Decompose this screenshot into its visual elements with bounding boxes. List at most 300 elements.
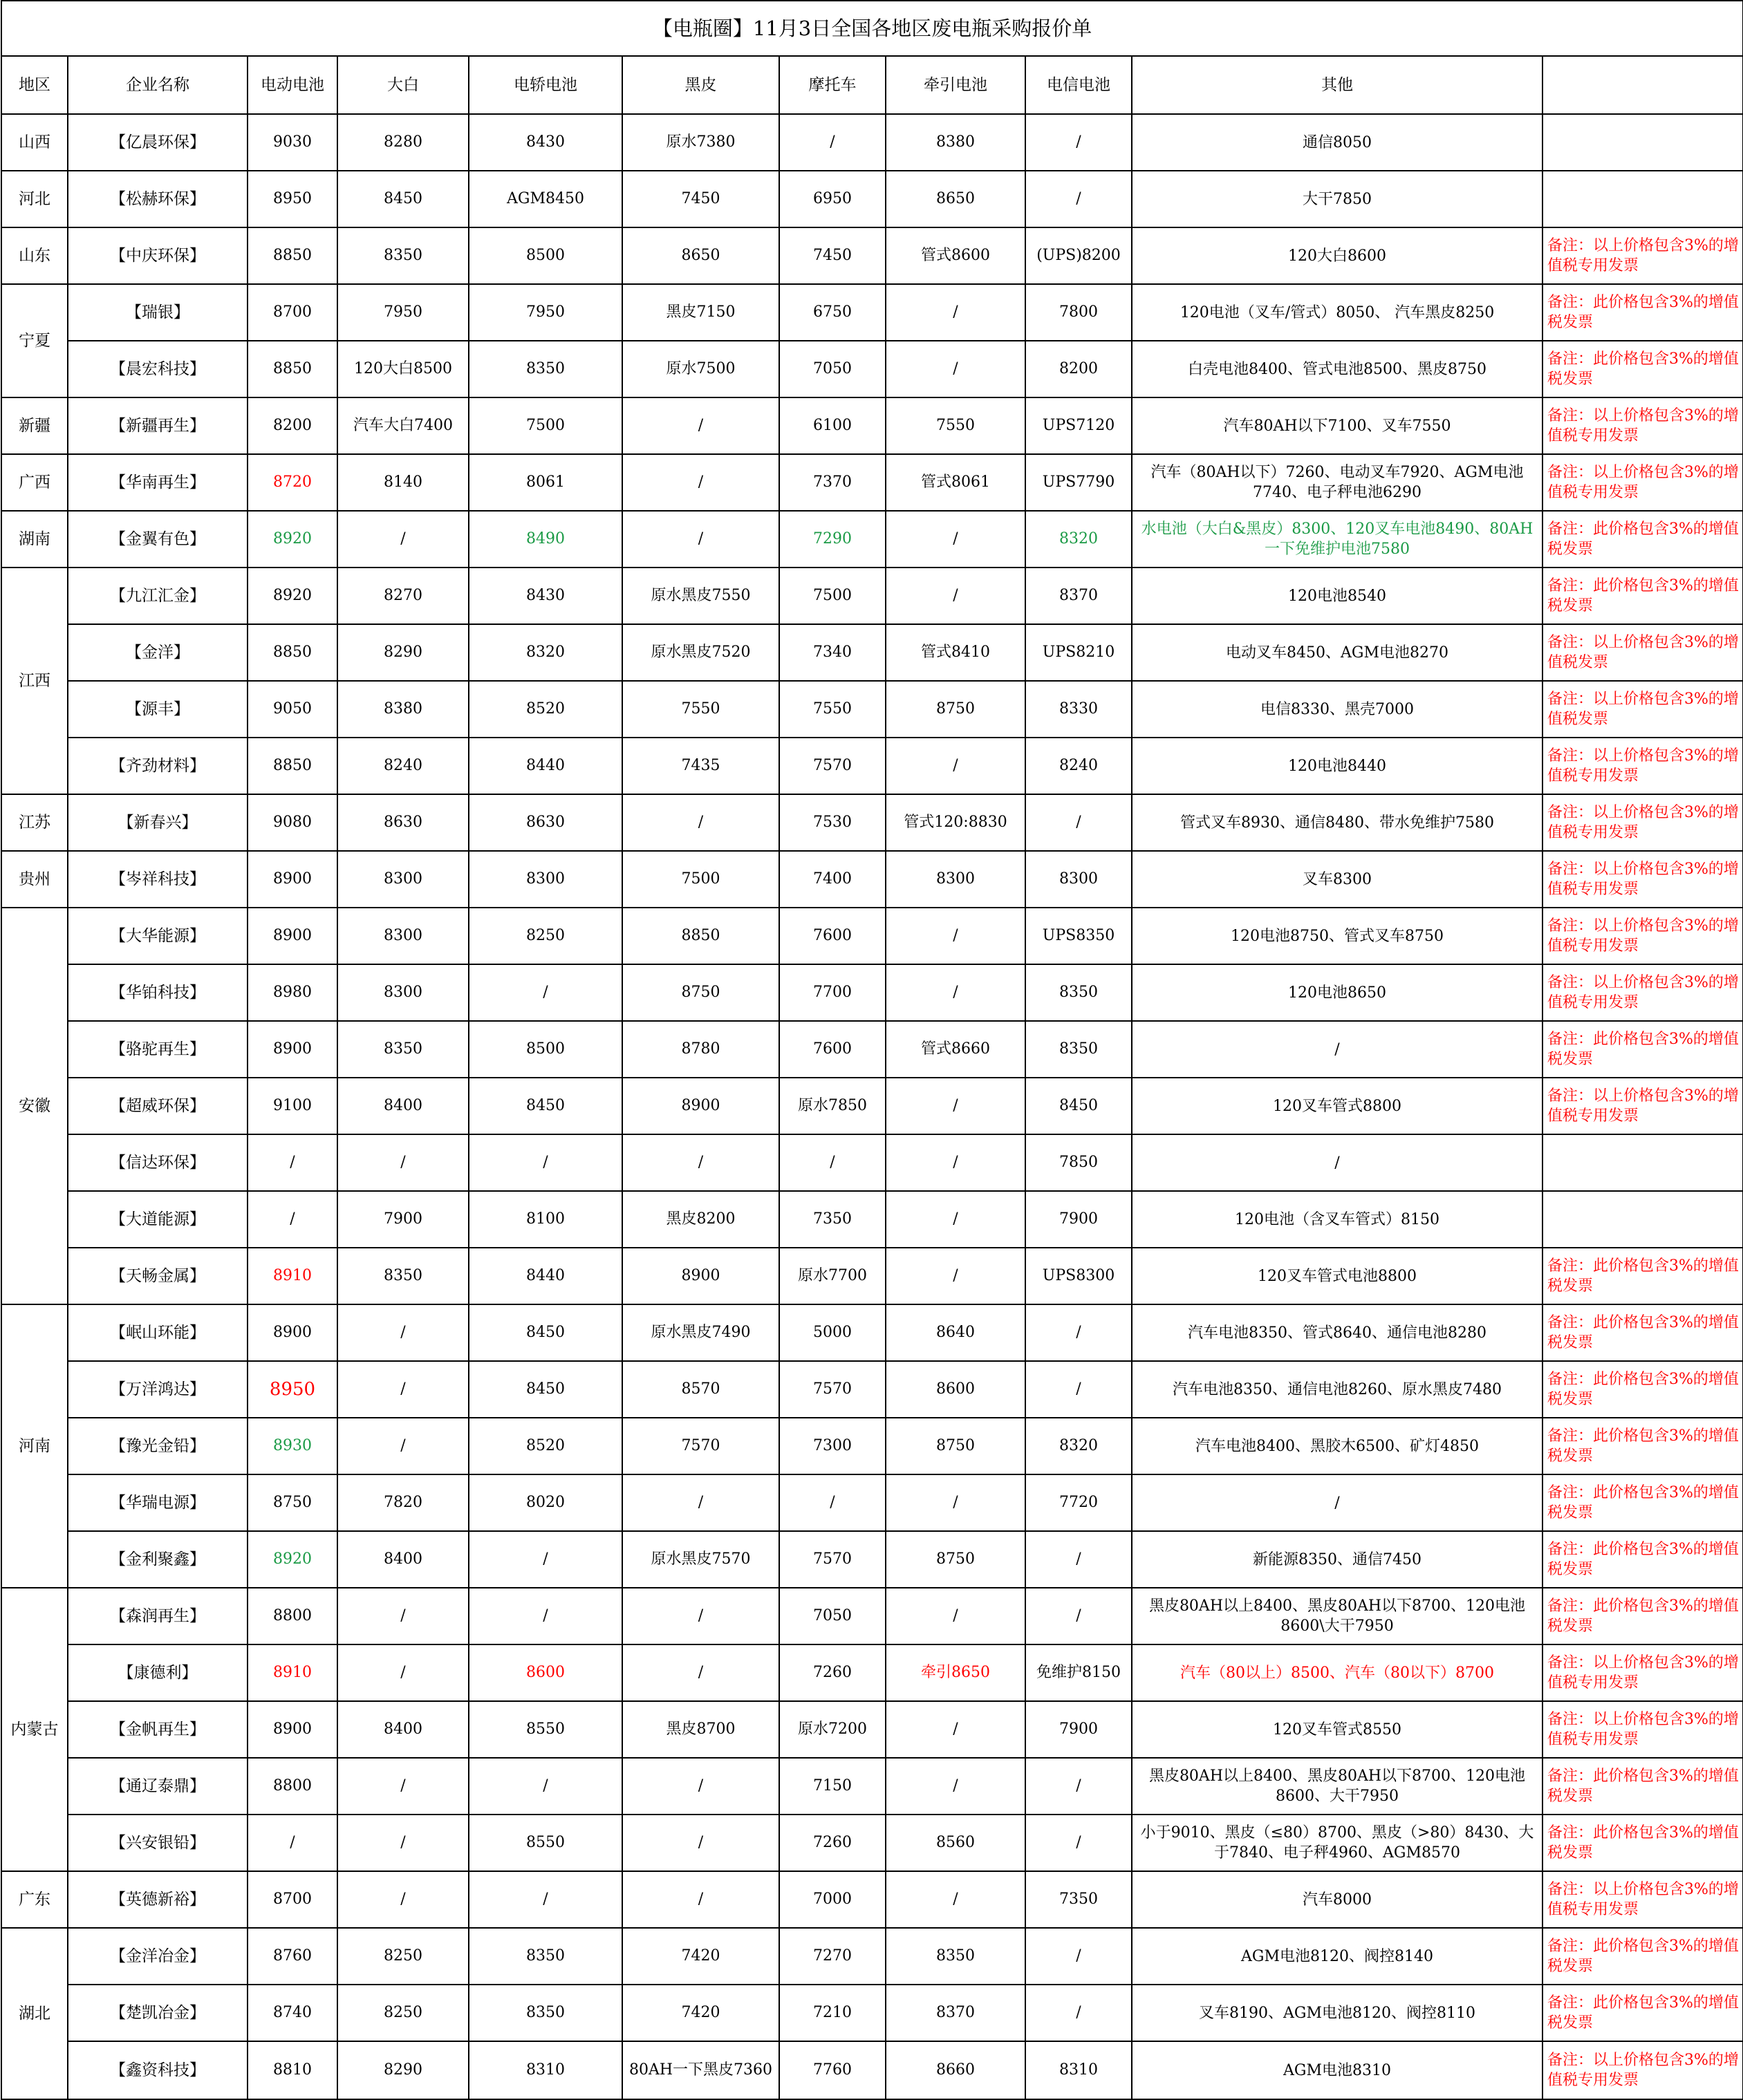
region-cell: 江苏 [1,794,68,851]
company-name: 【天畅金属】 [68,1248,248,1304]
table-row [1,1191,1743,1248]
table-row [1,1361,1743,1418]
traction-battery-cell: / [886,511,1025,568]
heipi-cell: 7450 [622,171,779,227]
note-cell: 备注：此价格包含3%的增值税发票 [1542,1248,1743,1304]
dabai-cell: 8350 [337,1021,469,1078]
dabai-cell: 8630 [337,794,469,851]
ev-battery-cell: 8850 [248,738,337,794]
motorcycle-cell: 7400 [779,851,886,908]
sedan-battery-cell: 8430 [469,114,622,171]
other-cell: 通信8050 [1132,114,1542,171]
other-cell: 小于9010、黑皮（≤80）8700、黑皮（>80）8430、大于7840、电子秤4960、AGM8570 [1132,1815,1542,1871]
motorcycle-cell: 7260 [779,1644,886,1701]
column-header: 企业名称 [68,56,248,114]
table-row [1,624,1743,681]
other-cell: 120电池8650 [1132,964,1542,1021]
traction-battery-cell: 管式120:8830 [886,794,1025,851]
ev-battery-cell: 8900 [248,1701,337,1758]
note-cell [1542,1191,1743,1248]
ev-battery-cell: 8740 [248,1985,337,2041]
sedan-battery-cell: / [469,964,622,1021]
dabai-cell: 8250 [337,1928,469,1985]
table-row [1,851,1743,908]
ev-battery-cell: 8850 [248,624,337,681]
company-name: 【兴安银铅】 [68,1815,248,1871]
region-cell: 内蒙古 [1,1588,68,1871]
sedan-battery-cell: 8520 [469,1418,622,1474]
ev-battery-cell: 8760 [248,1928,337,1985]
dabai-cell: 汽车大白7400 [337,397,469,454]
heipi-cell: / [622,1134,779,1191]
company-name: 【九江汇金】 [68,568,248,624]
column-header: 电动电池 [248,56,337,114]
other-cell: / [1132,1474,1542,1531]
dabai-cell: 8250 [337,1985,469,2041]
other-cell: 水电池（大白&黑皮）8300、120叉车电池8490、80AH一下免维护电池7580 [1132,511,1542,568]
column-header: 牵引电池 [886,56,1025,114]
telecom-battery-cell: UPS8300 [1025,1248,1132,1304]
traction-battery-cell: 牵引8650 [886,1644,1025,1701]
other-cell: 电信8330、黑壳7000 [1132,681,1542,738]
ev-battery-cell: 8200 [248,397,337,454]
heipi-cell: 原水7380 [622,114,779,171]
table-row [1,1531,1743,1588]
other-cell: 120叉车管式8800 [1132,1078,1542,1134]
ev-battery-cell: 8700 [248,284,337,341]
heipi-cell: 7550 [622,681,779,738]
dabai-cell: 8380 [337,681,469,738]
sedan-battery-cell: 8440 [469,1248,622,1304]
ev-battery-cell: 8920 [248,568,337,624]
ev-battery-cell: / [248,1815,337,1871]
heipi-cell: / [622,1588,779,1644]
telecom-battery-cell: / [1025,1985,1132,2041]
traction-battery-cell: / [886,1474,1025,1531]
traction-battery-cell: / [886,964,1025,1021]
dabai-cell: 8350 [337,1248,469,1304]
company-name: 【岑祥科技】 [68,851,248,908]
company-name: 【万洋鸿达】 [68,1361,248,1418]
note-cell: 备注：此价格包含3%的增值税发票 [1542,341,1743,397]
motorcycle-cell: / [779,1134,886,1191]
table-row [1,511,1743,568]
note-cell: 备注：此价格包含3%的增值税发票 [1542,1815,1743,1871]
table-row [1,1701,1743,1758]
traction-battery-cell: 8300 [886,851,1025,908]
company-name: 【信达环保】 [68,1134,248,1191]
column-header: 其他 [1132,56,1542,114]
company-name: 【新疆再生】 [68,397,248,454]
dabai-cell: 7900 [337,1191,469,1248]
motorcycle-cell: 7050 [779,341,886,397]
sedan-battery-cell: 8320 [469,624,622,681]
sedan-battery-cell: 8310 [469,2041,622,2099]
page-title: 【电瓶圈】11月3日全国各地区废电瓶采购报价单 [1,1,1743,56]
traction-battery-cell: / [886,1758,1025,1815]
company-name: 【大道能源】 [68,1191,248,1248]
dabai-cell: 8400 [337,1531,469,1588]
table-row [1,284,1743,341]
other-cell: 白壳电池8400、管式电池8500、黑皮8750 [1132,341,1542,397]
motorcycle-cell: 7570 [779,738,886,794]
traction-battery-cell: 8650 [886,171,1025,227]
telecom-battery-cell: / [1025,1531,1132,1588]
note-cell: 备注：此价格包含3%的增值税发票 [1542,1985,1743,2041]
other-cell: 汽车电池8400、黑胶木6500、矿灯4850 [1132,1418,1542,1474]
heipi-cell: / [622,1474,779,1531]
dabai-cell: 8300 [337,851,469,908]
heipi-cell: 7570 [622,1418,779,1474]
motorcycle-cell: 7340 [779,624,886,681]
motorcycle-cell: 7450 [779,227,886,284]
sedan-battery-cell: 8630 [469,794,622,851]
region-cell: 安徽 [1,908,68,1304]
note-cell: 备注：此价格包含3%的增值税发票 [1542,1418,1743,1474]
company-name: 【金洋冶金】 [68,1928,248,1985]
sedan-battery-cell: 8500 [469,1021,622,1078]
traction-battery-cell: 8750 [886,1531,1025,1588]
heipi-cell: 8780 [622,1021,779,1078]
note-cell: 备注：以上价格包含3%的增值税专用发票 [1542,2041,1743,2099]
motorcycle-cell: 原水7700 [779,1248,886,1304]
heipi-cell: 7420 [622,1928,779,1985]
column-header: 地区 [1,56,68,114]
traction-battery-cell: / [886,1248,1025,1304]
heipi-cell: / [622,454,779,511]
table-row [1,1928,1743,1985]
table-row [1,1418,1743,1474]
note-cell: 备注：以上价格包含3%的增值税专用发票 [1542,227,1743,284]
ev-battery-cell: 9100 [248,1078,337,1134]
telecom-battery-cell: 8320 [1025,511,1132,568]
table-row [1,1815,1743,1871]
telecom-battery-cell: / [1025,1815,1132,1871]
company-name: 【豫光金铅】 [68,1418,248,1474]
region-cell: 新疆 [1,397,68,454]
ev-battery-cell: 8900 [248,1304,337,1361]
table-row [1,1078,1743,1134]
dabai-cell: 8140 [337,454,469,511]
dabai-cell: 7820 [337,1474,469,1531]
traction-battery-cell: / [886,1871,1025,1928]
ev-battery-cell: 9080 [248,794,337,851]
note-cell [1542,1134,1743,1191]
dabai-cell: 8280 [337,114,469,171]
traction-battery-cell: 8640 [886,1304,1025,1361]
telecom-battery-cell: / [1025,1361,1132,1418]
traction-battery-cell: / [886,284,1025,341]
dabai-cell: 8270 [337,568,469,624]
dabai-cell: 7950 [337,284,469,341]
sedan-battery-cell: / [469,1588,622,1644]
table-row [1,1644,1743,1701]
dabai-cell: / [337,511,469,568]
table-row [1,114,1743,171]
ev-battery-cell: 9030 [248,114,337,171]
heipi-cell: / [622,1815,779,1871]
other-cell: 汽车（80AH以下）7260、电动叉车7920、AGM电池7740、电子秤电池6290 [1132,454,1542,511]
ev-battery-cell: 9050 [248,681,337,738]
telecom-battery-cell: 7720 [1025,1474,1132,1531]
heipi-cell: 8900 [622,1248,779,1304]
sedan-battery-cell: 7500 [469,397,622,454]
note-cell: 备注：以上价格包含3%的增值税专用发票 [1542,738,1743,794]
ev-battery-cell: / [248,1191,337,1248]
telecom-battery-cell: 8200 [1025,341,1132,397]
note-cell: 备注：以上价格包含3%的增值税专用发票 [1542,397,1743,454]
dabai-cell: / [337,1304,469,1361]
company-name: 【瑞银】 [68,284,248,341]
traction-battery-cell: 8600 [886,1361,1025,1418]
traction-battery-cell: 管式8061 [886,454,1025,511]
other-cell: 管式叉车8930、通信8480、带水免维护7580 [1132,794,1542,851]
region-cell: 湖北 [1,1928,68,2099]
telecom-battery-cell: 7800 [1025,284,1132,341]
traction-battery-cell: 7550 [886,397,1025,454]
heipi-cell: / [622,397,779,454]
telecom-battery-cell: / [1025,171,1132,227]
other-cell: 汽车电池8350、管式8640、通信电池8280 [1132,1304,1542,1361]
other-cell: AGM电池8120、阀控8140 [1132,1928,1542,1985]
company-name: 【金帆再生】 [68,1701,248,1758]
sedan-battery-cell: 8450 [469,1361,622,1418]
motorcycle-cell: 7700 [779,964,886,1021]
dabai-cell: 8350 [337,227,469,284]
ev-battery-cell: 8950 [248,1361,337,1418]
telecom-battery-cell: 8240 [1025,738,1132,794]
note-cell: 备注：以上价格包含3%的增值税专用发票 [1542,1078,1743,1134]
region-cell: 山西 [1,114,68,171]
table-row [1,1985,1743,2041]
ev-battery-cell: 8900 [248,1021,337,1078]
other-cell: / [1132,1021,1542,1078]
other-cell: 120电池（含叉车管式）8150 [1132,1191,1542,1248]
company-name: 【大华能源】 [68,908,248,964]
sedan-battery-cell: AGM8450 [469,171,622,227]
note-cell: 备注：此价格包含3%的增值税发票 [1542,1304,1743,1361]
column-header: 摩托车 [779,56,886,114]
company-name: 【康德利】 [68,1644,248,1701]
note-cell: 备注：此价格包含3%的增值税发票 [1542,1928,1743,1985]
other-cell: 汽车电池8350、通信电池8260、原水黑皮7480 [1132,1361,1542,1418]
sedan-battery-cell: 8450 [469,1304,622,1361]
note-cell: 备注：此价格包含3%的增值税发票 [1542,1474,1743,1531]
ev-battery-cell: 8810 [248,2041,337,2099]
column-header: 大白 [337,56,469,114]
motorcycle-cell: 6100 [779,397,886,454]
other-cell: 黑皮80AH以上8400、黑皮80AH以下8700、120电池8600\大干7950 [1132,1588,1542,1644]
telecom-battery-cell: (UPS)8200 [1025,227,1132,284]
sedan-battery-cell: 8490 [469,511,622,568]
telecom-battery-cell: 8300 [1025,851,1132,908]
dabai-cell: 8290 [337,2041,469,2099]
other-cell: 电动叉车8450、AGM电池8270 [1132,624,1542,681]
sedan-battery-cell: 8350 [469,1928,622,1985]
traction-battery-cell: / [886,908,1025,964]
telecom-battery-cell: 8350 [1025,1021,1132,1078]
company-name: 【鑫资科技】 [68,2041,248,2099]
sedan-battery-cell: 8350 [469,341,622,397]
note-cell: 备注：此价格包含3%的增值税发票 [1542,1758,1743,1815]
motorcycle-cell: 7050 [779,1588,886,1644]
heipi-cell: 7435 [622,738,779,794]
ev-battery-cell: 8750 [248,1474,337,1531]
region-cell: 河南 [1,1304,68,1588]
sedan-battery-cell: 8430 [469,568,622,624]
telecom-battery-cell: 8450 [1025,1078,1132,1134]
company-name: 【华铂科技】 [68,964,248,1021]
table-row [1,568,1743,624]
table-row [1,964,1743,1021]
traction-battery-cell: 管式8600 [886,227,1025,284]
region-cell: 宁夏 [1,284,68,397]
ev-battery-cell: 8850 [248,227,337,284]
motorcycle-cell: / [779,1474,886,1531]
column-header: 电轿电池 [469,56,622,114]
note-cell: 备注：以上价格包含3%的增值税专用发票 [1542,1701,1743,1758]
company-name: 【新春兴】 [68,794,248,851]
note-cell [1542,171,1743,227]
heipi-cell: / [622,1871,779,1928]
traction-battery-cell: 8560 [886,1815,1025,1871]
heipi-cell: 8650 [622,227,779,284]
table-row [1,454,1743,511]
table-row [1,1871,1743,1928]
table-row [1,908,1743,964]
telecom-battery-cell: 8320 [1025,1418,1132,1474]
heipi-cell: / [622,1758,779,1815]
traction-battery-cell: / [886,568,1025,624]
traction-battery-cell: / [886,738,1025,794]
dabai-cell: 8300 [337,964,469,1021]
traction-battery-cell: 8350 [886,1928,1025,1985]
motorcycle-cell: 7260 [779,1815,886,1871]
heipi-cell: / [622,511,779,568]
telecom-battery-cell: / [1025,794,1132,851]
company-name: 【英德新裕】 [68,1871,248,1928]
dabai-cell: / [337,1588,469,1644]
note-cell: 备注：以上价格包含3%的增值税专用发票 [1542,908,1743,964]
heipi-cell: 8900 [622,1078,779,1134]
other-cell: 大干7850 [1132,171,1542,227]
heipi-cell: 原水黑皮7520 [622,624,779,681]
heipi-cell: 黑皮8200 [622,1191,779,1248]
company-name: 【亿晨环保】 [68,114,248,171]
note-cell: 备注：此价格包含3%的增值税发票 [1542,1361,1743,1418]
sedan-battery-cell: / [469,1871,622,1928]
traction-battery-cell: 8750 [886,681,1025,738]
ev-battery-cell: 8980 [248,964,337,1021]
telecom-battery-cell: / [1025,114,1132,171]
dabai-cell: / [337,1418,469,1474]
sedan-battery-cell: 8061 [469,454,622,511]
dabai-cell: 8400 [337,1701,469,1758]
dabai-cell: / [337,1871,469,1928]
note-cell: 备注：以上价格包含3%的增值税发票 [1542,624,1743,681]
sedan-battery-cell: 8100 [469,1191,622,1248]
dabai-cell: / [337,1644,469,1701]
note-cell [1542,114,1743,171]
sedan-battery-cell: 8550 [469,1701,622,1758]
region-cell: 湖南 [1,511,68,568]
table-row [1,341,1743,397]
telecom-battery-cell: 8350 [1025,964,1132,1021]
motorcycle-cell: 7370 [779,454,886,511]
traction-battery-cell: 8380 [886,114,1025,171]
other-cell: 120电池8750、管式叉车8750 [1132,908,1542,964]
motorcycle-cell: 7210 [779,1985,886,2041]
motorcycle-cell: / [779,114,886,171]
table-row [1,397,1743,454]
motorcycle-cell: 6750 [779,284,886,341]
sedan-battery-cell: 8600 [469,1644,622,1701]
table-row [1,1248,1743,1304]
sedan-battery-cell: 8520 [469,681,622,738]
telecom-battery-cell: UPS7120 [1025,397,1132,454]
telecom-battery-cell: 7900 [1025,1191,1132,1248]
other-cell: 汽车80AH以下7100、叉车7550 [1132,397,1542,454]
telecom-battery-cell: 7900 [1025,1701,1132,1758]
note-cell: 备注：此价格包含3%的增值税发票 [1542,511,1743,568]
region-cell: 河北 [1,171,68,227]
sedan-battery-cell: / [469,1531,622,1588]
sedan-battery-cell: 8020 [469,1474,622,1531]
ev-battery-cell: 8720 [248,454,337,511]
note-cell: 备注：此价格包含3%的增值税发票 [1542,1021,1743,1078]
motorcycle-cell: 7500 [779,568,886,624]
traction-battery-cell: 8660 [886,2041,1025,2099]
motorcycle-cell: 7550 [779,681,886,738]
table-row [1,1134,1743,1191]
column-header: 黑皮 [622,56,779,114]
note-cell: 备注：以上价格包含3%的增值税专用发票 [1542,794,1743,851]
region-cell: 广东 [1,1871,68,1928]
other-cell: 120叉车管式8550 [1132,1701,1542,1758]
other-cell: 120电池8440 [1132,738,1542,794]
heipi-cell: 原水黑皮7490 [622,1304,779,1361]
other-cell: 汽车8000 [1132,1871,1542,1928]
note-cell: 备注：以上价格包含3%的增值税专用发票 [1542,964,1743,1021]
region-cell: 江西 [1,568,68,794]
other-cell: 叉车8190、AGM电池8120、阀控8110 [1132,1985,1542,2041]
company-name: 【骆驼再生】 [68,1021,248,1078]
dabai-cell: / [337,1758,469,1815]
motorcycle-cell: 7290 [779,511,886,568]
table-row [1,2041,1743,2099]
ev-battery-cell: 8930 [248,1418,337,1474]
company-name: 【金翼有色】 [68,511,248,568]
heipi-cell: 黑皮8700 [622,1701,779,1758]
telecom-battery-cell: UPS8210 [1025,624,1132,681]
heipi-cell: 80AH一下黑皮7360 [622,2041,779,2099]
region-cell: 山东 [1,227,68,284]
table-row [1,1021,1743,1078]
company-name: 【晨宏科技】 [68,341,248,397]
other-cell: 120电池8540 [1132,568,1542,624]
traction-battery-cell: / [886,1134,1025,1191]
region-cell: 贵州 [1,851,68,908]
table-row [1,171,1743,227]
company-name: 【超威环保】 [68,1078,248,1134]
telecom-battery-cell: 8310 [1025,2041,1132,2099]
table-row [1,794,1743,851]
note-cell: 备注：此价格包含3%的增值税发票 [1542,568,1743,624]
traction-battery-cell: / [886,1588,1025,1644]
note-cell: 备注：此价格包含3%的增值税发票 [1542,1588,1743,1644]
sedan-battery-cell: 8250 [469,908,622,964]
sedan-battery-cell: 8450 [469,1078,622,1134]
